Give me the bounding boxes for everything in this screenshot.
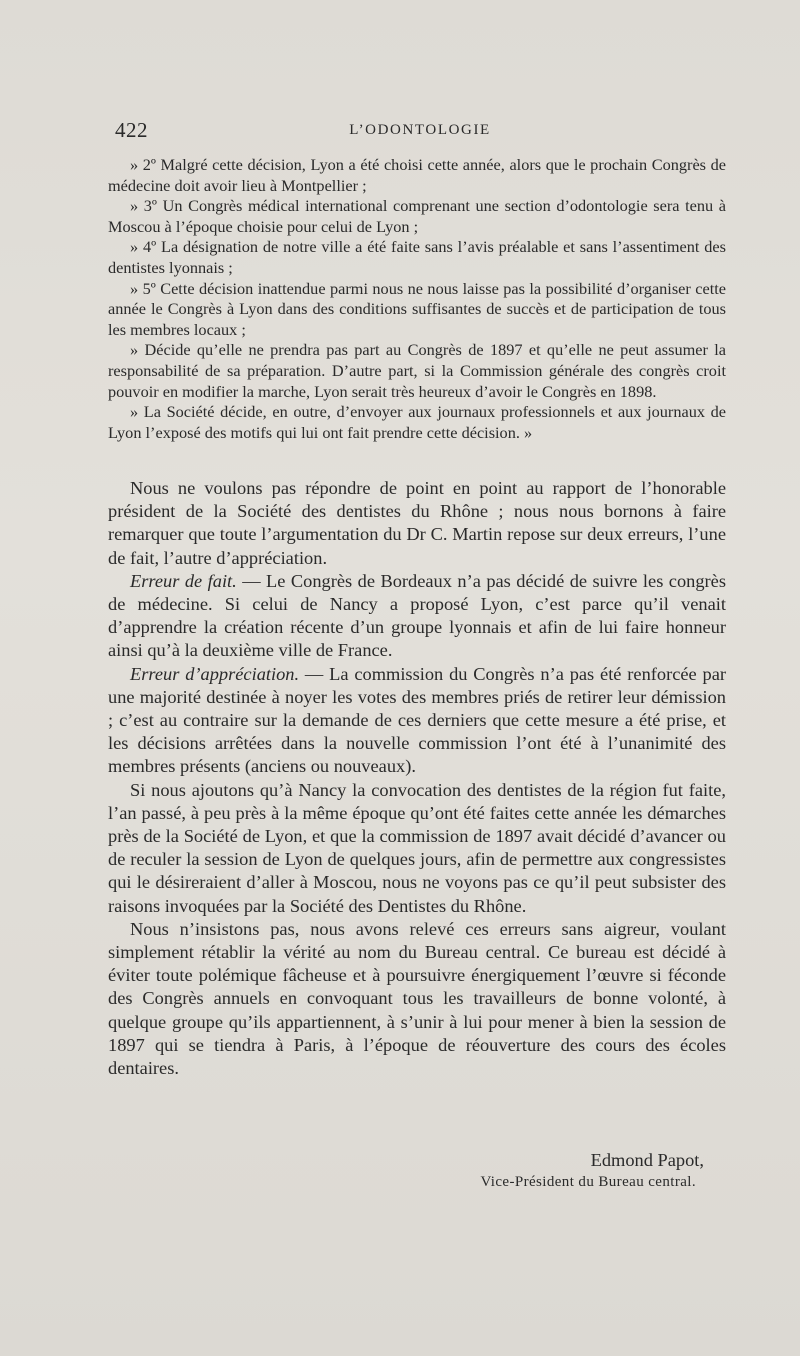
signatory-title: Vice-Président du Bureau central. [480,1174,696,1190]
body-paragraph [108,663,726,779]
body-paragraph [108,570,726,663]
italic-heading: Erreur de fait. [130,570,237,591]
quote-paragraph: » Décide qu’elle ne prendra pas part au Congrès de 1897 et qu’elle ne peut assumer la responsabilité de sa préparation. D’autre part, si la Commission générale des congrès croit pouvoir en modifier la marche, Lyon serait très heureux d’avoir le Congrès en 1898. [108,340,726,401]
page-header [115,118,725,146]
quote-paragraph: » 4º La désignation de notre ville a été faite sans l’avis préalable et sans l’assentiment des dentistes lyonnais ; [108,237,726,277]
main-text [108,477,726,1080]
page-number: 422 [115,118,148,142]
quote-paragraph: » 3º Un Congrès médical international comprenant une section d’odontologie sera tenu à Moscou à l’époque choisie pour celui de Lyon ; [108,196,726,236]
italic-heading: Erreur d’appréciation. [130,663,300,684]
paragraph-text: — Le Congrès de Bordeaux n’a pas décidé de suivre les congrès de médecine. Si celui de Nancy a proposé Lyon, c’est parce qu’il venait d’apprendre la création récente d’un groupe lyonnais et afin de lui faire honneur ainsi qu’à la deuxième ville de France. [108,570,726,661]
body-paragraph: Nous ne voulons pas répondre de point en point au rapport de l’honorable président de la Société des dentistes du Rhône ; nous nous bornons à faire remarquer que toute l’argumentation du Dr C. Martin repose sur deux erreurs, l’une de fait, l’autre d’appréciation. [108,478,726,568]
body-paragraph: Si nous ajoutons qu’à Nancy la convocation des dentistes de la région fut faite, l’an passé, à peu près à la même époque qu’ont été faites cette année les démarches près de la Société de Lyon, et que la commission de 1897 avait décidé d’avancer ou de reculer la session de Lyon de quelques jours, afin de permettre aux congressistes qui le désireraient d’aller à Moscou, nous ne voyons pas ce qu’il peut subsister des raisons invoquées par la Société des Dentistes du Rhône. [108,779,726,916]
quoted-resolution [108,155,726,443]
paragraph-text: — La commission du Congrès n’a pas été renforcée par une majorité destinée à noyer les votes des membres priés de retirer leur démission ; c’est au contraire sur la demande de ces derniers que cette mesure a été prise, et les décisions arrêtées dans la nouvelle commission l’ont été à l’unanimité des membres présents (anciens ou nouveaux). [108,663,726,777]
signature-block [108,1149,726,1192]
signatory-name: Edmond Papot, [590,1150,704,1170]
running-title: L’ODONTOLOGIE [349,122,491,138]
body-paragraph: Nous n’insistons pas, nous avons relevé ces erreurs sans aigreur, voulant simplement rétablir la vérité au nom du Bureau central. Ce bureau est décidé à éviter toute polémique fâcheuse et à poursuivre énergiquement l’œuvre si féconde des Congrès annuels en convoquant tous les travailleurs de bonne volonté, à quelque groupe qu’ils appartiennent, à s’unir à lui pour mener à bien la session de 1897 qui se tiendra à Paris, à l’époque de réouverture des cours des écoles dentaires. [108,918,726,1079]
quote-paragraph: » 5º Cette décision inattendue parmi nous ne nous laisse pas la possibilité d’organiser cette année le Congrès à Lyon dans des conditions suffisantes de succès et de participation de tous les membres locaux ; [108,278,726,339]
quote-paragraph: » 2º Malgré cette décision, Lyon a été choisi cette année, alors que le prochain Congrès de médecine doit avoir lieu à Montpellier ; [108,155,726,195]
quote-paragraph: » La Société décide, en outre, d’envoyer aux journaux professionnels et aux journaux de Lyon l’exposé des motifs qui lui ont fait prendre cette décision. » [108,402,726,442]
